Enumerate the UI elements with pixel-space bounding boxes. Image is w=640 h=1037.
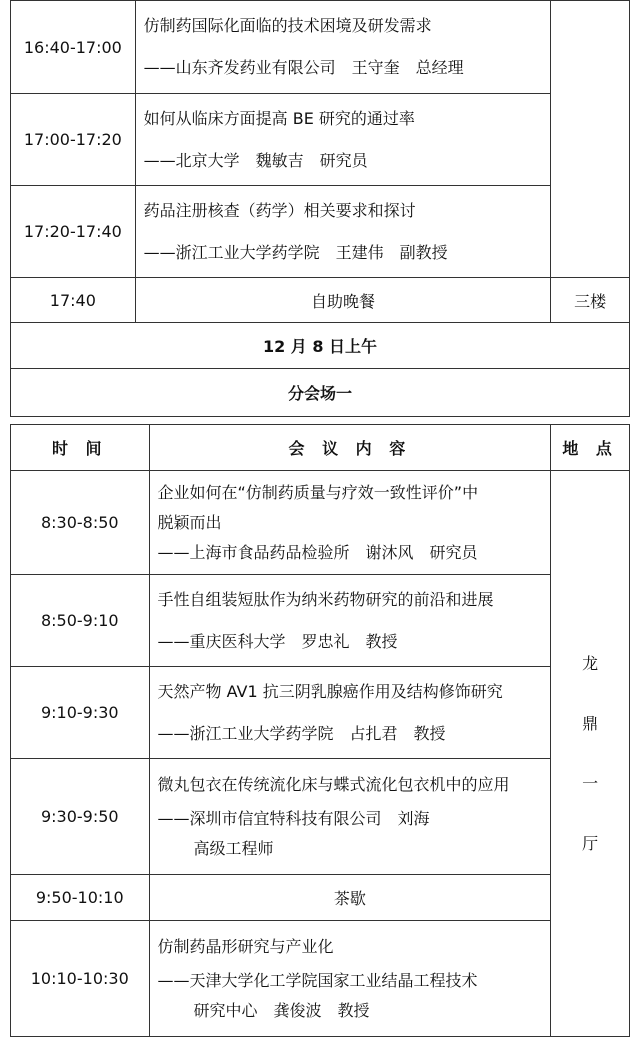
table-row <box>11 278 630 323</box>
time-cell: 16:40-17:00 <box>11 1 136 94</box>
table-row <box>11 667 630 759</box>
talk-title: 仿制药晶形研究与产业化 <box>157 936 334 956</box>
agenda-table-session <box>10 424 630 1037</box>
talk-speaker-title: 高级工程师 <box>193 838 274 858</box>
location-cell <box>551 1 630 278</box>
table-row <box>11 759 630 875</box>
table-row <box>11 94 630 186</box>
location-cell: 三楼 <box>551 278 630 323</box>
content-cell <box>149 471 551 575</box>
table-row <box>11 921 630 1037</box>
date-heading-row <box>11 323 630 369</box>
talk-speaker: ——山东齐发药业有限公司 王守奎 总经理 <box>143 58 464 77</box>
talk-speaker: ——深圳市信宜特科技有限公司 刘海 <box>157 808 430 828</box>
content-cell <box>149 575 551 667</box>
content-cell <box>135 94 551 186</box>
header-location: 地 点 <box>551 425 630 471</box>
content-cell <box>149 667 551 759</box>
location-char: 鼎 <box>582 713 599 733</box>
time-cell: 8:50-9:10 <box>11 575 150 667</box>
content-cell <box>149 759 551 875</box>
time-cell: 10:10-10:30 <box>11 921 150 1037</box>
talk-speaker: ——重庆医科大学 罗忠礼 教授 <box>157 631 398 651</box>
talk-speaker: ——上海市食品药品检验所 谢沐风 研究员 <box>157 542 478 562</box>
table-row <box>11 575 630 667</box>
time-cell: 9:30-9:50 <box>11 759 150 875</box>
talk-speaker: ——浙江工业大学药学院 王建伟 副教授 <box>143 242 448 262</box>
location-char: 一 <box>582 773 599 793</box>
header-content: 会 议 内 容 <box>149 425 551 471</box>
content-cell <box>135 1 551 94</box>
content-cell <box>149 921 551 1037</box>
talk-title-continued: 脱颖而出 <box>157 512 222 532</box>
location-char: 龙 <box>582 653 599 673</box>
header-time: 时 间 <box>11 425 150 471</box>
table-row <box>11 1 630 94</box>
talk-title: 手性自组装短肽作为纳米药物研究的前沿和进展 <box>157 589 494 609</box>
talk-speaker: ——天津大学化工学院国家工业结晶工程技术 <box>157 970 478 990</box>
time-cell: 9:50-10:10 <box>11 875 150 921</box>
location-cell <box>551 471 630 1037</box>
talk-title: 微丸包衣在传统流化床与蝶式流化包衣机中的应用 <box>157 774 510 794</box>
location-char: 厅 <box>582 833 599 853</box>
header-row <box>11 425 630 471</box>
talk-speaker: ——浙江工业大学药学院 占扎君 教授 <box>157 723 446 743</box>
time-cell: 17:00-17:20 <box>11 94 136 186</box>
content-cell <box>135 186 551 278</box>
talk-title: 天然产物 AV1 抗三阴乳腺癌作用及结构修饰研究 <box>157 681 503 701</box>
table-row <box>11 471 630 575</box>
content-cell: 自助晚餐 <box>135 278 551 323</box>
talk-speaker-continued: 研究中心 龚俊波 教授 <box>193 1000 370 1020</box>
session-heading: 分会场一 <box>11 369 630 417</box>
talk-speaker: ——北京大学 魏敏吉 研究员 <box>143 150 368 170</box>
session-heading-row <box>11 369 630 417</box>
time-cell: 17:40 <box>11 278 136 323</box>
time-cell: 9:10-9:30 <box>11 667 150 759</box>
content-cell: 茶歇 <box>149 875 551 921</box>
talk-title: 如何从临床方面提高 BE 研究的通过率 <box>143 108 415 128</box>
talk-title: 企业如何在“仿制药质量与疗效一致性评价”中 <box>157 482 479 502</box>
table-row <box>11 186 630 278</box>
talk-title: 仿制药国际化面临的技术困境及研发需求 <box>143 16 432 35</box>
time-cell: 17:20-17:40 <box>11 186 136 278</box>
talk-title: 药品注册核查（药学）相关要求和探讨 <box>143 200 416 220</box>
date-heading: 12 月 8 日上午 <box>11 323 630 369</box>
time-cell: 8:30-8:50 <box>11 471 150 575</box>
table-row <box>11 875 630 921</box>
agenda-table-top <box>10 0 630 417</box>
